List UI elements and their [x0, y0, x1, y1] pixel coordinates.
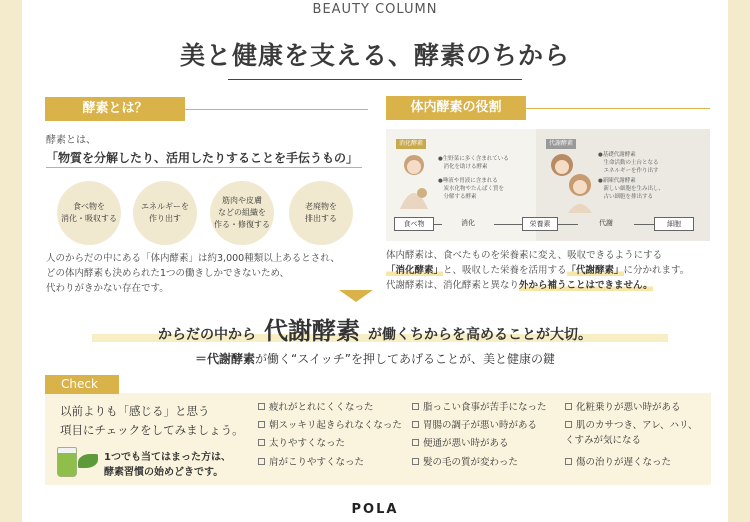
digestive-note-2: ●唾液や胃液に含まれる 炭水化物やたんぱく質を 分解する酵素: [438, 178, 505, 200]
flow-step-nutrient: 栄養素: [522, 217, 558, 231]
definition-underline: [46, 167, 362, 168]
checkbox-icon[interactable]: [258, 439, 265, 446]
key-term: 代謝酵素: [264, 317, 360, 345]
role-line-3: 代謝酵素は、消化酵素と異なり外から補うことはできません。: [386, 280, 653, 291]
woman-eating-illustration: [394, 151, 434, 211]
term-digestive: 「消化酵素」: [386, 265, 444, 276]
woman-hair-illustration: [546, 151, 594, 213]
check-item[interactable]: 便通が悪い時がある: [412, 436, 509, 451]
function-circle-repair: 筋肉や皮膚 などの組織を 作る・修復する: [210, 181, 274, 245]
checkbox-icon[interactable]: [412, 421, 419, 428]
flow-step-food: 食べ物: [394, 217, 434, 231]
checkbox-icon[interactable]: [565, 458, 572, 465]
check-item[interactable]: 肌のカサつき、アレ、ハリ、 くすみが気になる: [565, 420, 698, 446]
checklist-intro: 以前よりも「感じる」と思う 項目にチェックをしてみましょう。: [60, 404, 244, 437]
checkbox-icon[interactable]: [258, 458, 265, 465]
digestive-enzyme-tag: 消化酵素: [396, 139, 426, 149]
body-line: 人のからだの中にある「体内酵素」は約3,000種類以上あるとされ、: [46, 253, 340, 264]
key-message: からだの中から 代謝酵素 が働くちからを高めることが大切。: [158, 317, 592, 345]
role-line-2: 「消化酵素」と、吸収した栄養を活用する「代謝酵素」に分かれます。: [386, 265, 690, 276]
check-item[interactable]: 化粧乗りが悪い時がある: [565, 400, 681, 415]
section-label-role: 体内酵素の役割: [386, 96, 526, 120]
down-arrow-icon: [339, 290, 373, 302]
checklist-note: 1つでも当てはまった方は、 酵素習慣の始めどきです。: [104, 452, 231, 478]
body-line: 代わりがきかない存在です。: [46, 283, 169, 294]
check-item[interactable]: 胃腸の調子が悪い時がある: [412, 418, 537, 433]
role-line-1: 体内酵素は、食べたものを栄養素に変え、吸収できるようにする: [386, 250, 663, 261]
role-body-text: [386, 248, 710, 293]
flow-step-metabolism: 代謝: [599, 219, 613, 227]
metabolic-note-1: ●基礎代謝酵素 生命活動の土台となる エネルギーを作り出す: [598, 152, 659, 174]
function-circle-energy: エネルギーを 作り出す: [133, 181, 197, 245]
brand-logo: POLA: [351, 502, 399, 517]
checkbox-icon[interactable]: [565, 421, 572, 428]
flow-arrow: [558, 224, 578, 225]
flow-arrow: [494, 224, 522, 225]
checkbox-icon[interactable]: [412, 403, 419, 410]
flow-arrow: [434, 224, 442, 225]
section-rule-right: [526, 108, 710, 109]
checkbox-icon[interactable]: [258, 421, 265, 428]
emphasis-cannot-supplement: 外から補うことはできません。: [519, 280, 653, 291]
check-item[interactable]: 朝スッキリ起きられなくなった: [258, 418, 402, 433]
section-label-enzyme: 酵素とは？: [45, 97, 185, 121]
metabolic-note-2: ●新陳代謝酵素 新しい細胞を生み出し、 古い細胞を排出する: [598, 178, 665, 200]
check-item[interactable]: 肩がこりやすくなった: [258, 455, 364, 470]
check-item[interactable]: 脂っこい食事が苦手になった: [412, 400, 547, 415]
function-circle-digest: 食べ物を 消化・吸収する: [57, 181, 121, 245]
enzyme-definition: 「物質を分解したり、活用したりすることを手伝うもの」: [46, 151, 359, 165]
body-line: どの体内酵素も決められた1つの働きしかできないため、: [46, 268, 290, 279]
enzyme-role-diagram: [386, 129, 710, 241]
flow-step-cell: 細胞: [654, 217, 694, 231]
green-juice-icon: [57, 447, 77, 477]
checkbox-icon[interactable]: [258, 403, 265, 410]
check-item[interactable]: 傷の治りが遅くなった: [565, 455, 671, 470]
column-tag: BEAUTY COLUMN: [312, 2, 438, 17]
digestive-note-1: ●生野菜に多く含まれている 消化を助ける酵素: [438, 156, 509, 170]
checkbox-icon[interactable]: [412, 458, 419, 465]
flow-arrow: [634, 224, 654, 225]
metabolic-enzyme-tag: 代謝酵素: [546, 139, 576, 149]
right-frame: [728, 0, 750, 522]
checkbox-icon[interactable]: [412, 439, 419, 446]
title-divider: [228, 79, 522, 80]
check-item[interactable]: 髪の毛の質が変わった: [412, 455, 518, 470]
enzyme-intro: 酵素とは、: [46, 135, 96, 146]
left-frame: [0, 0, 22, 522]
enzyme-body-text: [46, 251, 366, 296]
checklist-tab: Check: [45, 375, 119, 394]
checkbox-icon[interactable]: [565, 403, 572, 410]
page-title: 美と健康を支える、酵素のちから: [179, 41, 570, 70]
key-submessage: ＝代謝酵素が働く“スイッチ”を押してあげることが、美と健康の鍵: [195, 352, 555, 366]
function-circle-excrete: 老廃物を 排出する: [289, 181, 353, 245]
flow-step-digest: 消化: [461, 219, 475, 227]
term-metabolic: 「代謝酵素」: [566, 265, 624, 276]
check-item[interactable]: 太りやすくなった: [258, 436, 345, 451]
section-rule-left: [185, 109, 368, 110]
check-item[interactable]: 疲れがとれにくくなった: [258, 400, 374, 415]
